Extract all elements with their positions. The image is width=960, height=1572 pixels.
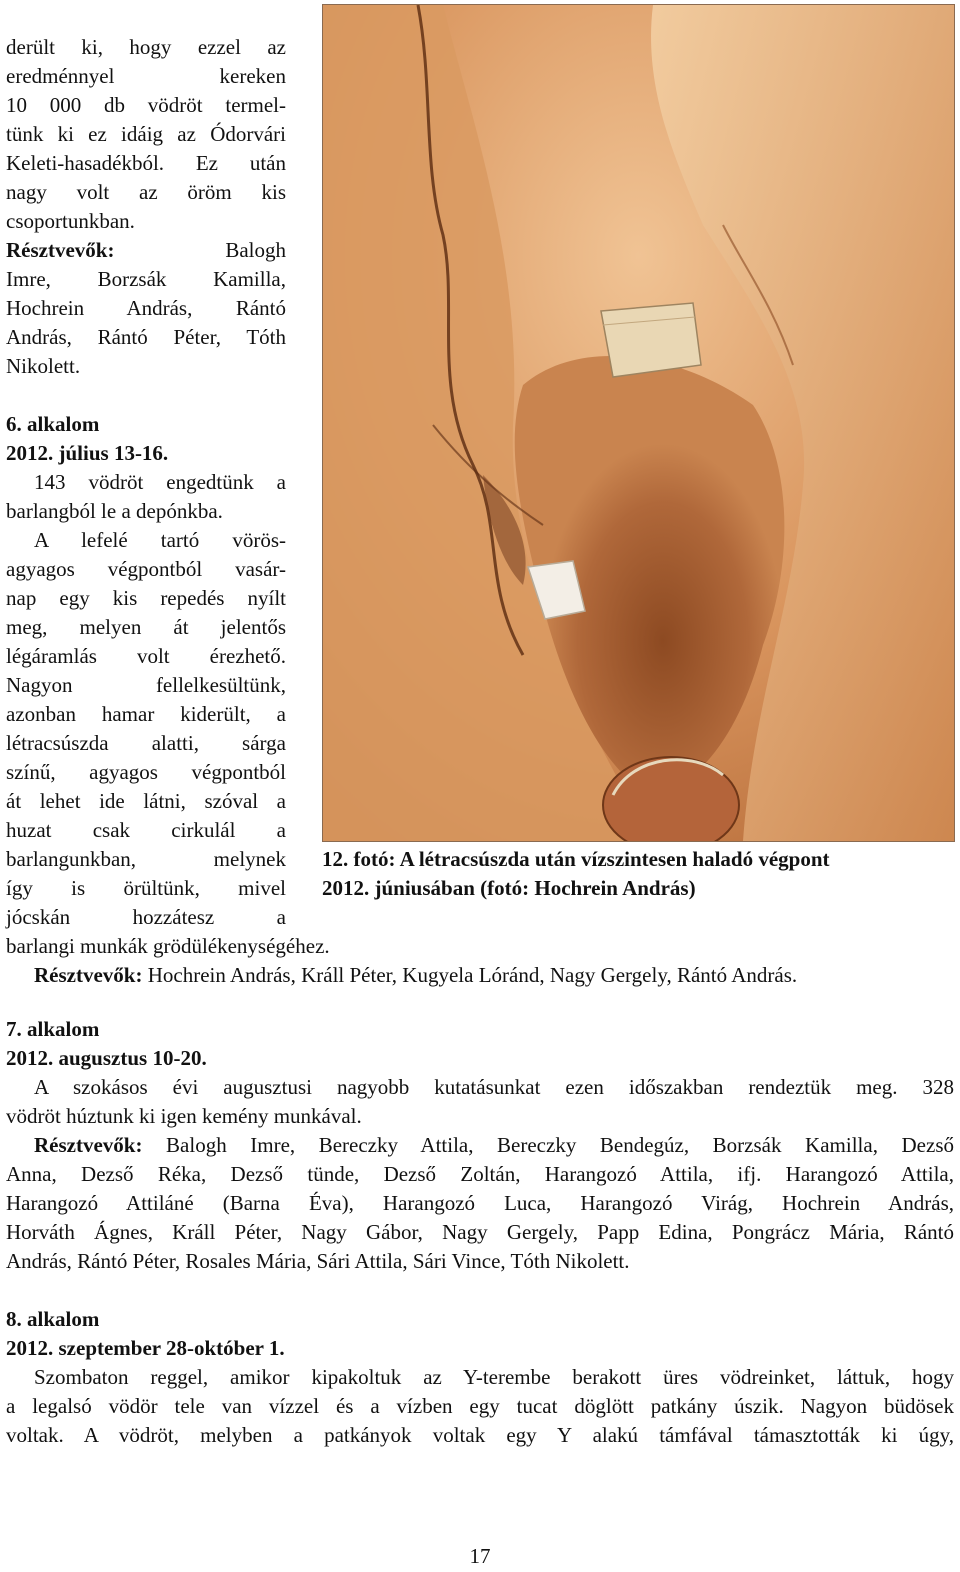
participants-line: Hochrein András, Rántó [6,296,286,320]
text-line: A lefelé tartó vörös- [34,528,286,552]
text-line: azonban hamar kiderült, a [6,702,286,726]
participants-line [6,236,286,265]
text-line: Nagyon fellelkesültünk, [6,673,286,697]
text-line: 143 vödröt engedtünk a [34,470,286,494]
session-date: 2012. augusztus 10-20. [6,1046,207,1070]
session-heading: 8. alkalom [6,1307,100,1331]
participants-label: Résztvevők: [6,238,115,262]
session-date: 2012. július 13-16. [6,441,169,465]
text-line: nagy volt az öröm kis [6,180,286,204]
participants-line: Nikolett. [6,354,81,378]
text-line: eredménnyel kereken [6,64,286,88]
text-line: meg, melyen át jelentős [6,615,286,639]
participants-label: Résztvevők: [34,1133,143,1157]
participants-text: Balogh [225,238,286,262]
text-line: A szokásos évi augusztusi nagyobb kutatásunkat ezen időszakban rendeztük meg. 328 [34,1075,954,1099]
session-heading: 6. alkalom [6,412,100,436]
participants-line: Horváth Ágnes, Králl Péter, Nagy Gábor, Nagy Gergely, Papp Edina, Pongrácz Mária, Rántó [6,1220,954,1244]
text-line: színű, agyagos végpontból [6,760,286,784]
photo-caption: 2012. júniusában (fotó: Hochrein András) [322,876,696,900]
participants-line: András, Rántó Péter, Tóth [6,325,286,349]
text-line: barlangi munkák grödülékenységéhez. [6,934,330,958]
photo-caption: 12. fotó: A létracsúszda után vízszintesen haladó végpont [322,847,830,871]
participants-text: Balogh Imre, Bereczky Attila, Bereczky Bendegúz, Borzsák Kamilla, Dezső [142,1133,954,1157]
participants-text: Hochrein András, Králl Péter, Kugyela Lóránd, Nagy Gergely, Rántó András. [142,963,798,987]
text-line: át lehet ide látni, szóval a [6,789,286,813]
session-heading: 7. alkalom [6,1017,100,1041]
text-line: derült ki, hogy ezzel az [6,35,286,59]
text-line: csoportunkban. [6,209,135,233]
text-line: a legalsó vödör tele van vízzel és a vízben egy tucat döglött patkány úszik. Nagyon büdösek [6,1394,954,1418]
text-line: voltak. A vödröt, melyben a patkányok voltak egy Y alakú támfával támasztották ki úgy, [6,1423,954,1447]
text-line: tünk ki ez idáig az Ódorvári [6,122,286,146]
cave-photo-image [323,5,954,841]
text-line: Szombaton reggel, amikor kipakoltuk az Y-terembe berakott üres vödreinket, láttuk, hogy [34,1365,954,1389]
text-line: nap egy kis repedés nyílt [6,586,286,610]
participants-line [34,1131,954,1160]
page-number: 17 [469,1544,491,1568]
participants-line [34,961,797,990]
participants-line: Anna, Dezső Réka, Dezső tünde, Dezső Zoltán, Harangozó Attila, ifj. Harangozó Attila, [6,1162,954,1186]
participants-line: Harangozó Attiláné (Barna Éva), Harangozó Luca, Harangozó Virág, Hochrein András, [6,1191,954,1215]
bucket-upper [601,303,701,377]
text-line: huzat csak cirkulál a [6,818,286,842]
text-line: vödröt húztunk ki igen kemény munkával. [6,1104,362,1128]
text-line: jócskán hozzátesz a [6,905,286,929]
text-line: 10 000 db vödröt termel- [6,93,286,117]
participants-label: Résztvevők: [34,963,143,987]
session-date: 2012. szeptember 28-október 1. [6,1336,285,1360]
participants-line: András, Rántó Péter, Rosales Mária, Sári Attila, Sári Vince, Tóth Nikolett. [6,1249,630,1273]
text-line: Keleti-hasadékból. Ez után [6,151,286,175]
participants-line: Imre, Borzsák Kamilla, [6,267,286,291]
text-line: így is örültünk, mivel [6,876,286,900]
bucket-lower [603,757,739,841]
text-line: agyagos végpontból vasár- [6,557,286,581]
cave-photo [322,4,955,842]
text-line: barlangunkban, melynek [6,847,286,871]
text-line: légáramlás volt érezhető. [6,644,286,668]
text-line: barlangból le a depónkba. [6,499,223,523]
text-line: létracsúszda alatti, sárga [6,731,286,755]
